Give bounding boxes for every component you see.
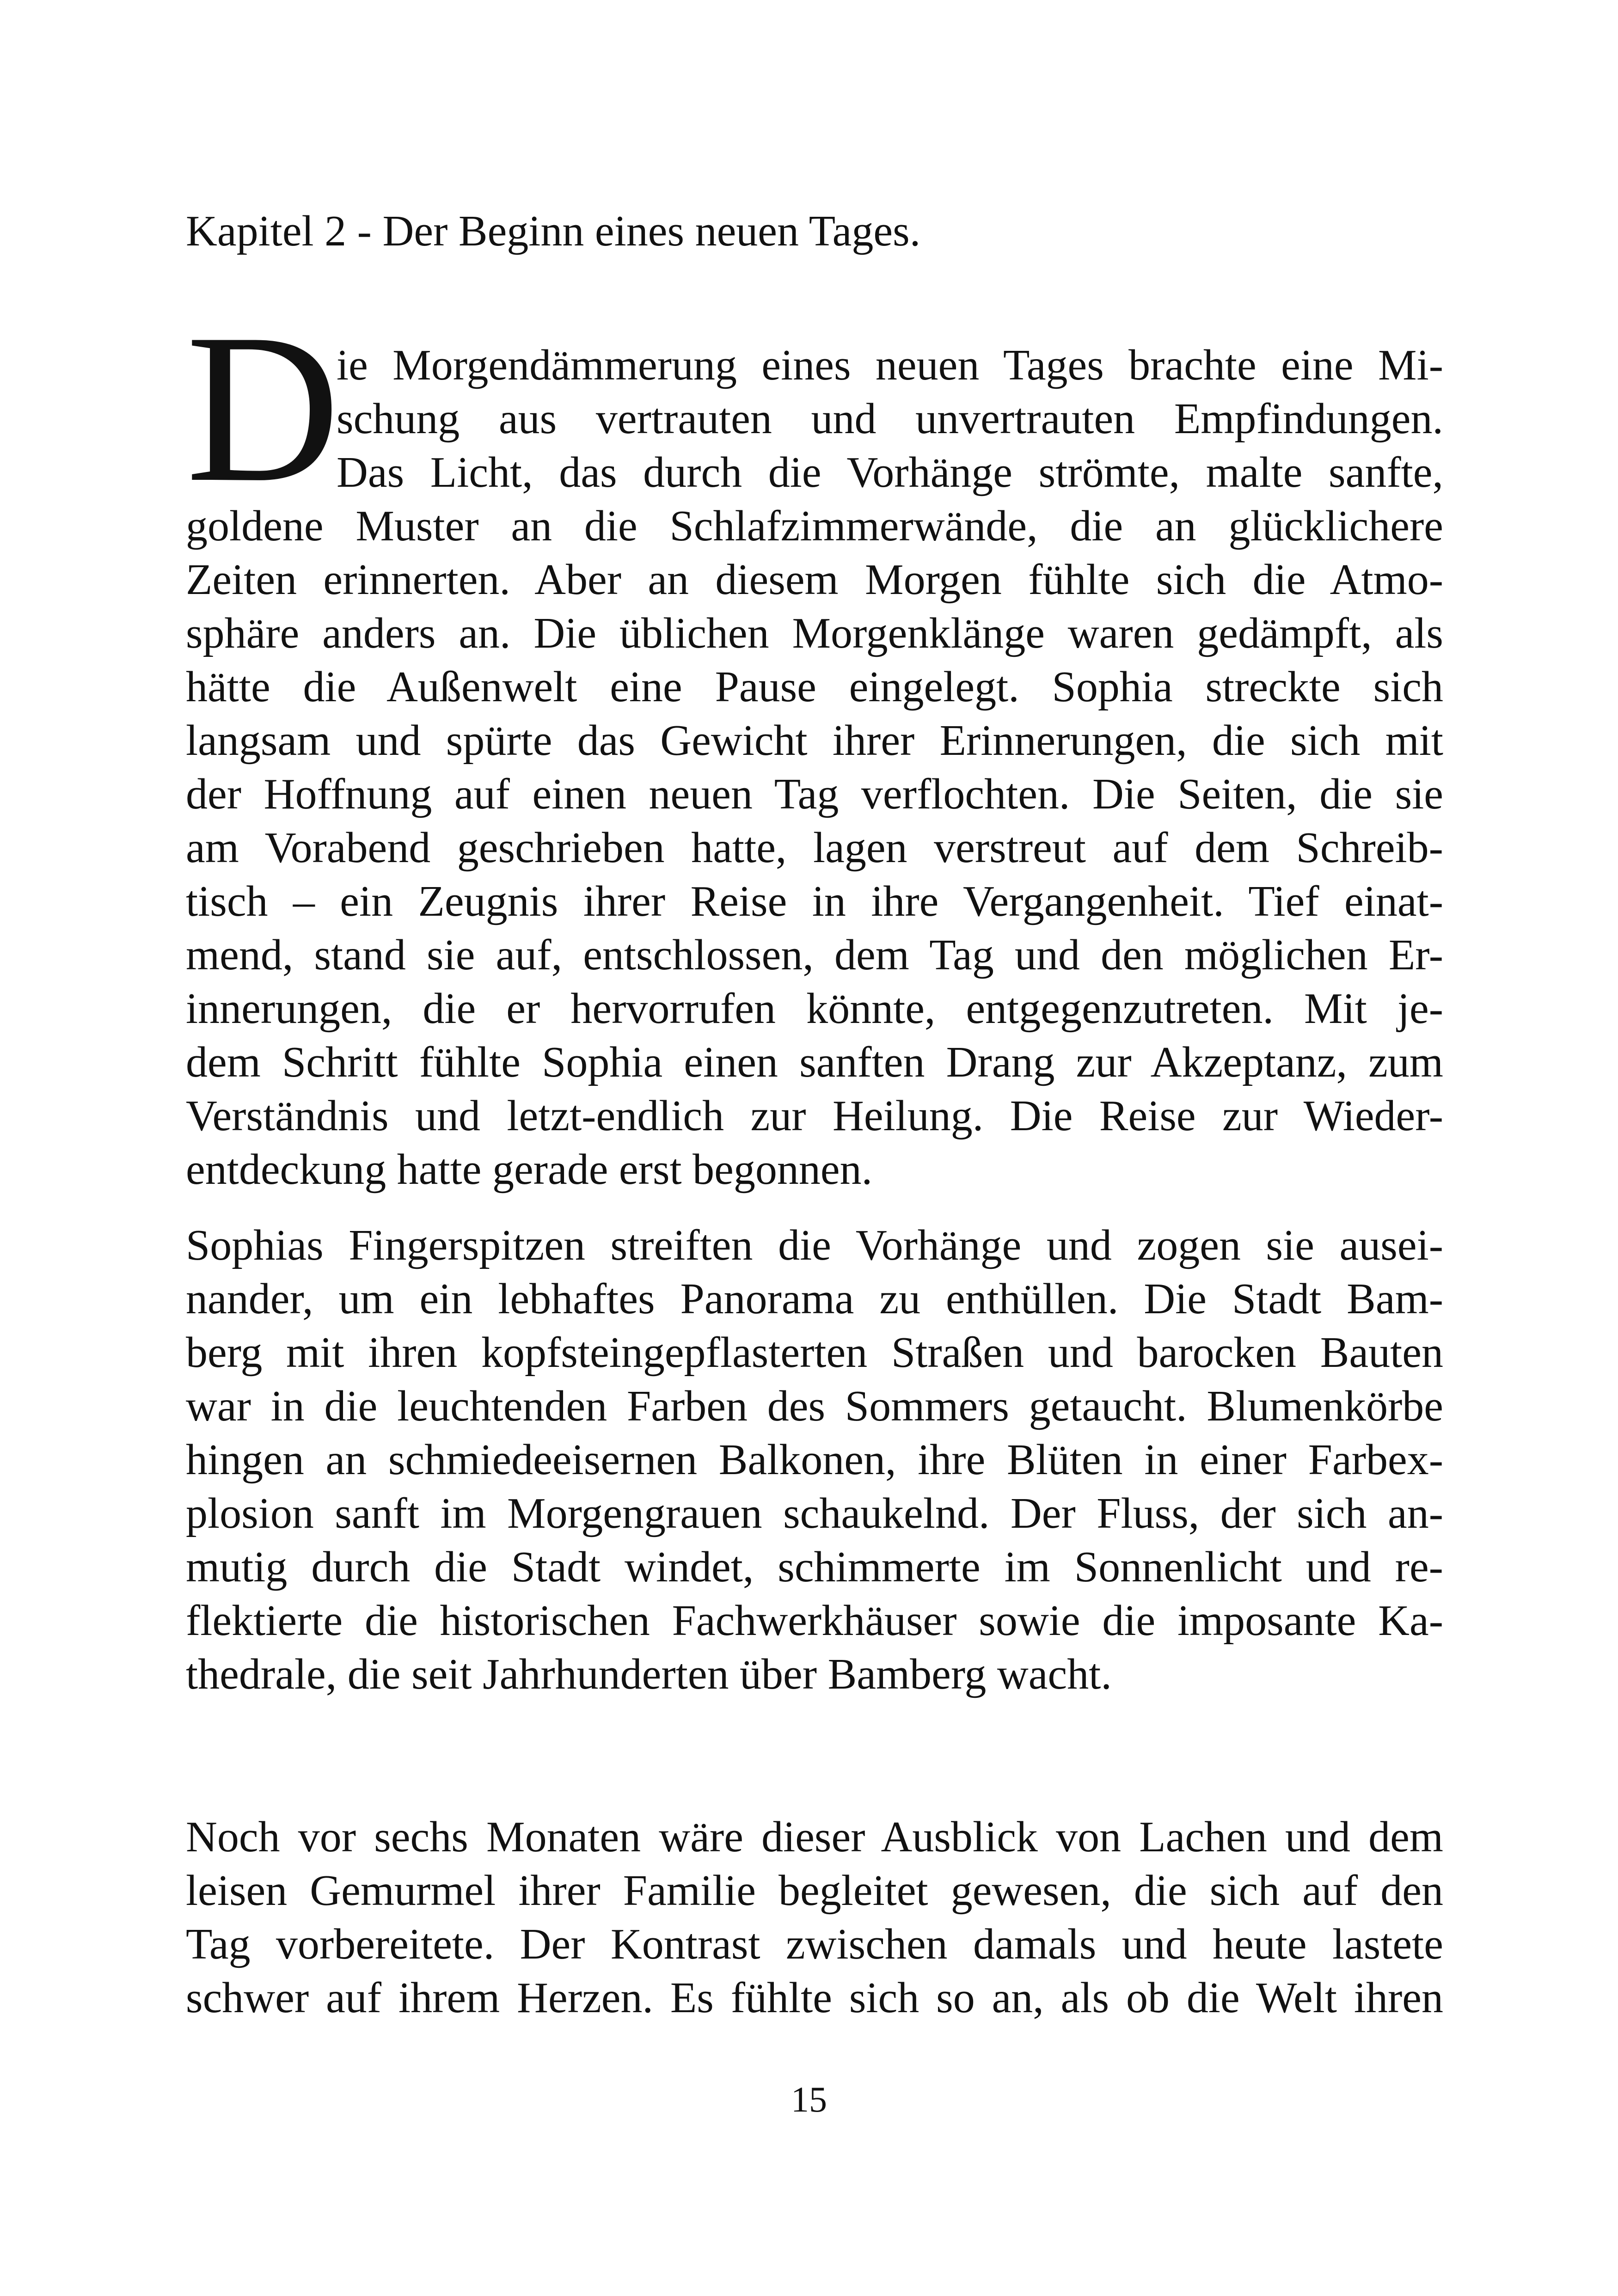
text-line: flektierte die historischen Fachwerkhäuser sowie die imposante Ka- xyxy=(186,1597,1443,1645)
page-number: 15 xyxy=(791,2079,827,2119)
text-line: mutig durch die Stadt windet, schimmerte im Sonnenlicht und re- xyxy=(186,1543,1443,1591)
text-line: tisch – ein Zeugnis ihrer Reise in ihre Vergangenheit. Tief einat- xyxy=(186,877,1443,925)
text-line: Zeiten erinnerten. Aber an diesem Morgen fühlte sich die Atmo- xyxy=(186,556,1443,604)
text-line: berg mit ihren kopfsteingepflasterten Straßen und barocken Bauten xyxy=(186,1329,1443,1377)
text-line: innerungen, die er hervorrufen könnte, entgegenzutreten. Mit je- xyxy=(186,985,1443,1033)
text-line: thedrale, die seit Jahrhunderten über Bamberg wacht. xyxy=(186,1650,1112,1698)
text-line: Das Licht, das durch die Vorhänge strömte, malte sanfte, xyxy=(337,448,1443,496)
text-line: Sophias Fingerspitzen streiften die Vorhänge und zogen sie ausei- xyxy=(186,1221,1443,1269)
text-line: entdeckung hatte gerade erst begonnen. xyxy=(186,1145,873,1194)
text-line: Verständnis und letzt-endlich zur Heilung. Die Reise zur Wieder- xyxy=(186,1092,1443,1140)
text-line: langsam und spürte das Gewicht ihrer Erinnerungen, die sich mit xyxy=(186,716,1443,765)
text-line: plosion sanft im Morgengrauen schaukelnd. Der Fluss, der sich an- xyxy=(186,1489,1443,1537)
drop-cap: D xyxy=(186,289,340,526)
text-line: dem Schritt fühlte Sophia einen sanften Drang zur Akzeptanz, zum xyxy=(186,1038,1443,1086)
text-line: goldene Muster an die Schlafzimmerwände, die an glücklichere xyxy=(186,502,1443,550)
paragraph-3 xyxy=(186,1810,1443,2025)
text-line: schwer auf ihrem Herzen. Es fühlte sich so an, als ob die Welt ihren xyxy=(186,1974,1443,2022)
paragraph-2 xyxy=(186,1218,1443,1701)
text-line: hingen an schmiedeeisernen Balkonen, ihre Blüten in einer Farbex- xyxy=(186,1436,1443,1484)
text-line: ie Morgendämmerung eines neuen Tages brachte eine Mi- xyxy=(337,341,1443,389)
text-line: Tag vorbereitete. Der Kontrast zwischen damals und heute lastete xyxy=(186,1920,1443,1968)
chapter-title: Kapitel 2 - Der Beginn eines neuen Tages. xyxy=(186,207,921,255)
text-line: am Vorabend geschrieben hatte, lagen verstreut auf dem Schreib- xyxy=(186,824,1443,872)
text-line: war in die leuchtenden Farben des Sommers getaucht. Blumenkörbe xyxy=(186,1382,1443,1430)
text-line: Noch vor sechs Monaten wäre dieser Ausblick von Lachen und dem xyxy=(186,1813,1443,1861)
text-line: mend, stand sie auf, entschlossen, dem Tag und den möglichen Er- xyxy=(186,931,1443,979)
text-line: der Hoffnung auf einen neuen Tag verflochten. Die Seiten, die sie xyxy=(186,770,1443,818)
text-line: sphäre anders an. Die üblichen Morgenklänge waren gedämpft, als xyxy=(186,609,1443,657)
text-line: leisen Gemurmel ihrer Familie begleitet gewesen, die sich auf den xyxy=(186,1867,1443,1915)
text-line: schung aus vertrauten und unvertrauten Empfindungen. xyxy=(337,395,1443,443)
text-line: nander, um ein lebhaftes Panorama zu enthüllen. Die Stadt Bam- xyxy=(186,1275,1443,1323)
paragraph-1 xyxy=(186,338,1443,1196)
text-line: hätte die Außenwelt eine Pause eingelegt. Sophia streckte sich xyxy=(186,663,1443,711)
